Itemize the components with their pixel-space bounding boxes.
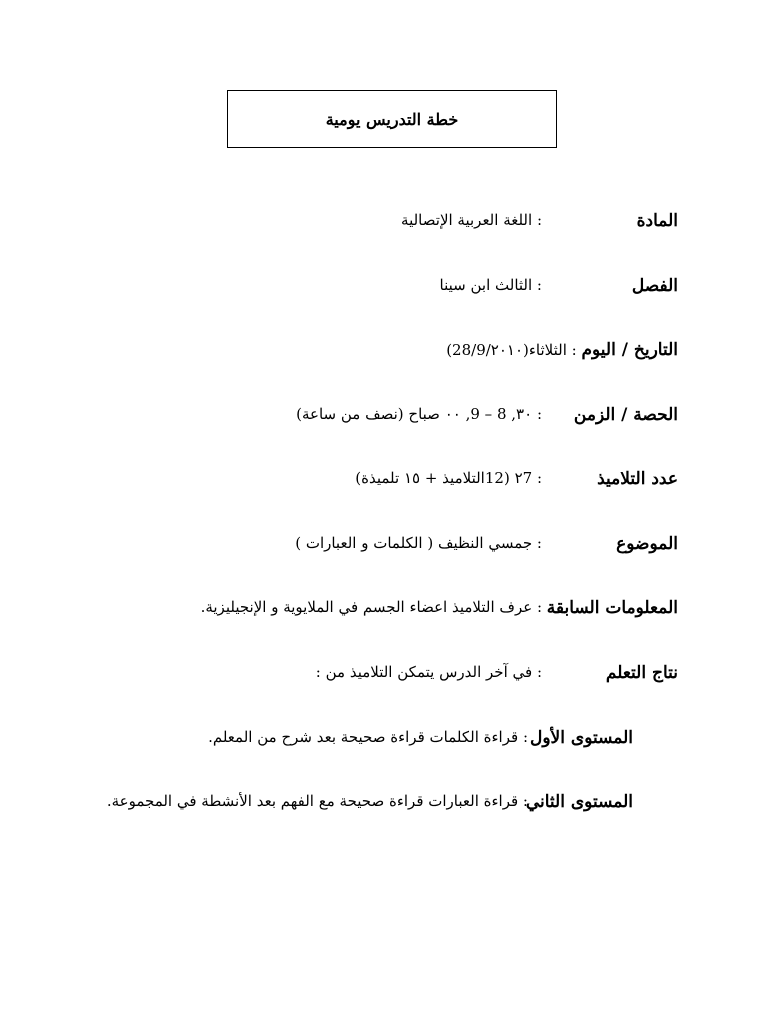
level1-label: المستوى الأول: [529, 728, 633, 748]
field-level2: [0, 792, 768, 822]
time-value: : ٣٠, 8 – 9, ٠٠ صباح (نصف من ساعة): [296, 405, 542, 423]
time-label: الحصة / الزمن: [573, 405, 678, 425]
prior-value: : عرف التلاميذ اعضاء الجسم في الملايوية و الإنجيليزية.: [200, 598, 542, 616]
field-class: [0, 276, 768, 306]
outcomes-value: : في آخر الدرس يتمكن التلاميذ من :: [315, 663, 542, 681]
topic-value: : جمسي النظيف ( الكلمات و العبارات ): [295, 534, 542, 552]
field-level1: [0, 728, 768, 758]
field-time: [0, 405, 768, 435]
students-label: عدد التلاميذ: [597, 469, 678, 489]
subject-label: المادة: [636, 211, 678, 231]
page-title: خطة التدريس يومية: [325, 109, 459, 129]
class-label: الفصل: [631, 276, 678, 296]
date-value: : الثلاثاء(28/9/٢٠١٠): [446, 341, 577, 359]
date-label: التاريخ / اليوم: [581, 340, 678, 360]
class-value: : الثالث ابن سينا: [439, 276, 542, 294]
field-topic: [0, 534, 768, 564]
subject-value: : اللغة العربية الإتصالية: [401, 211, 542, 229]
field-students: [0, 469, 768, 499]
date-line: [446, 340, 678, 360]
students-value: : ٢7 (12التلاميذ + ١٥ تلميذة): [355, 469, 542, 487]
field-subject: [0, 211, 768, 241]
field-outcomes: [0, 663, 768, 693]
outcomes-label: نتاج التعلم: [605, 663, 678, 683]
level2-label: المستوى الثاني: [525, 792, 633, 812]
topic-label: الموضوع: [616, 534, 678, 554]
field-prior: [0, 598, 768, 628]
field-date: [0, 340, 768, 370]
level1-value: : قراءة الكلمات قراءة صحيحة بعد شرح من المعلم.: [208, 728, 528, 746]
prior-label: المعلومات السابقة: [546, 598, 678, 618]
title-box: [227, 90, 557, 148]
level2-value: : قراءة العبارات قراءة صحيحة مع الفهم بعد الأنشطة في المجموعة.: [106, 792, 528, 810]
